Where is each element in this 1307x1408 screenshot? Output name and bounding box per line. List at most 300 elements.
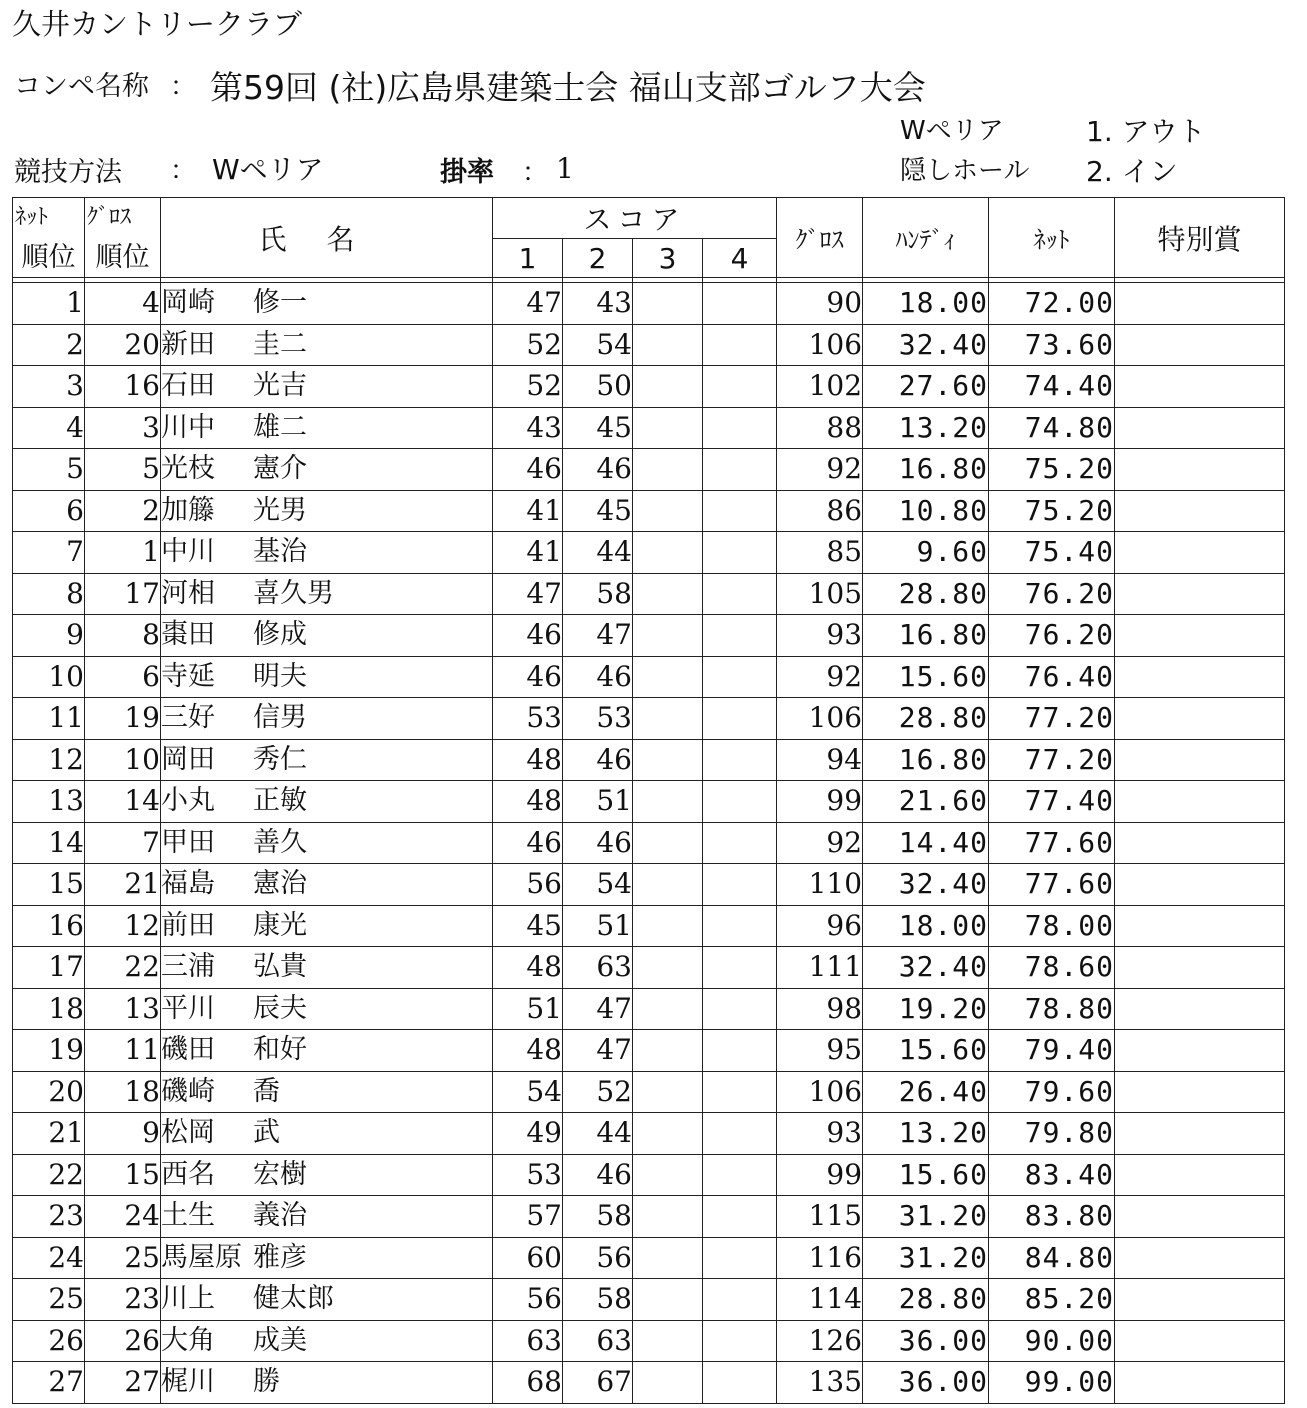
gross-rank-header bbox=[85, 198, 161, 239]
score-2: 58 bbox=[563, 1279, 633, 1321]
table-row bbox=[13, 324, 1285, 366]
score-2: 52 bbox=[563, 1071, 633, 1113]
score-4 bbox=[703, 1196, 777, 1238]
net-rank: 11 bbox=[13, 698, 85, 740]
special-prize bbox=[1115, 1113, 1285, 1155]
score-3 bbox=[633, 988, 703, 1030]
gross-rank: 7 bbox=[85, 822, 161, 864]
score-1: 56 bbox=[493, 1279, 563, 1321]
score-2: 67 bbox=[563, 1362, 633, 1404]
table-row bbox=[13, 366, 1285, 408]
net-score: 77.60 bbox=[989, 864, 1115, 906]
score-2: 47 bbox=[563, 1030, 633, 1072]
score-3 bbox=[633, 1237, 703, 1279]
gross-rank: 15 bbox=[85, 1154, 161, 1196]
score-3 bbox=[633, 1320, 703, 1362]
special-prize bbox=[1115, 988, 1285, 1030]
net-rank: 12 bbox=[13, 739, 85, 781]
score-1: 63 bbox=[493, 1320, 563, 1362]
score-2: 51 bbox=[563, 905, 633, 947]
net-rank: 19 bbox=[13, 1030, 85, 1072]
table-row bbox=[13, 698, 1285, 740]
table-row bbox=[13, 407, 1285, 449]
gross-rank-header-bottom: 順位 bbox=[85, 239, 161, 278]
net-rank: 27 bbox=[13, 1362, 85, 1404]
score-4 bbox=[703, 1320, 777, 1362]
first-name: 正敏 bbox=[253, 785, 307, 817]
first-name: 辰夫 bbox=[253, 992, 307, 1024]
table-row bbox=[13, 1071, 1285, 1113]
rate-colon: ： bbox=[522, 158, 549, 188]
score-3 bbox=[633, 947, 703, 989]
special-prize bbox=[1115, 739, 1285, 781]
player-name bbox=[161, 573, 493, 615]
score-3 bbox=[633, 905, 703, 947]
net-score: 76.20 bbox=[989, 573, 1115, 615]
gross-score: 102 bbox=[777, 366, 863, 408]
score-2: 46 bbox=[563, 739, 633, 781]
rate-value: 1 bbox=[556, 152, 574, 185]
gross-rank: 22 bbox=[85, 947, 161, 989]
method-value: Wペリア bbox=[212, 153, 324, 186]
gross-rank: 4 bbox=[85, 283, 161, 325]
score-4 bbox=[703, 1071, 777, 1113]
score-1: 52 bbox=[493, 366, 563, 408]
special-prize bbox=[1115, 781, 1285, 823]
last-name: 光枝 bbox=[161, 453, 215, 485]
first-name: 修成 bbox=[253, 619, 307, 651]
handicap: 15.60 bbox=[863, 1030, 989, 1072]
score-4 bbox=[703, 698, 777, 740]
score-4 bbox=[703, 283, 777, 325]
net-rank: 20 bbox=[13, 1071, 85, 1113]
special-prize bbox=[1115, 573, 1285, 615]
score-3 bbox=[633, 573, 703, 615]
last-name: 磯田 bbox=[161, 1034, 215, 1066]
last-name: 岡崎 bbox=[161, 287, 215, 319]
net-rank: 2 bbox=[13, 324, 85, 366]
gross-rank: 8 bbox=[85, 615, 161, 657]
score-4 bbox=[703, 1030, 777, 1072]
score-3 bbox=[633, 1279, 703, 1321]
first-name: 喜久男 bbox=[253, 577, 334, 609]
last-name: 中川 bbox=[161, 536, 215, 568]
score-2: 47 bbox=[563, 615, 633, 657]
net-rank: 18 bbox=[13, 988, 85, 1030]
gross-score: 88 bbox=[777, 407, 863, 449]
last-name: 河相 bbox=[161, 577, 215, 609]
wperia-value: 1. アウト bbox=[1086, 115, 1206, 148]
handicap: 28.80 bbox=[863, 1279, 989, 1321]
last-name: 福島 bbox=[161, 868, 215, 900]
net-rank: 23 bbox=[13, 1196, 85, 1238]
handicap: 16.80 bbox=[863, 739, 989, 781]
score-3 bbox=[633, 656, 703, 698]
score-4 bbox=[703, 988, 777, 1030]
net-header: ﾈｯﾄ bbox=[989, 198, 1115, 278]
competition-colon: ： bbox=[170, 72, 197, 102]
handicap: 15.60 bbox=[863, 656, 989, 698]
last-name: 三浦 bbox=[161, 951, 215, 983]
net-rank-header-bottom: 順位 bbox=[13, 239, 85, 278]
handicap: 36.00 bbox=[863, 1320, 989, 1362]
net-rank: 1 bbox=[13, 283, 85, 325]
last-name: 岡田 bbox=[161, 743, 215, 775]
gross-score: 115 bbox=[777, 1196, 863, 1238]
player-name bbox=[161, 324, 493, 366]
score-3 bbox=[633, 366, 703, 408]
gross-score: 94 bbox=[777, 739, 863, 781]
gross-score: 106 bbox=[777, 698, 863, 740]
handicap-header: ﾊﾝﾃﾞｨ bbox=[863, 198, 989, 278]
gross-header: ｸﾞﾛｽ bbox=[777, 198, 863, 278]
competition-label: コンペ名称 bbox=[14, 71, 149, 102]
special-prize bbox=[1115, 1279, 1285, 1321]
last-name: 小丸 bbox=[161, 785, 215, 817]
net-rank: 5 bbox=[13, 449, 85, 491]
score-4 bbox=[703, 1237, 777, 1279]
last-name: 馬屋原 bbox=[161, 1241, 242, 1273]
gross-rank: 20 bbox=[85, 324, 161, 366]
score-4 bbox=[703, 1154, 777, 1196]
gross-score: 90 bbox=[777, 283, 863, 325]
hidden-hole-value: 2. イン bbox=[1086, 155, 1178, 188]
handicap: 14.40 bbox=[863, 822, 989, 864]
player-name bbox=[161, 781, 493, 823]
score-3 bbox=[633, 324, 703, 366]
competition-name: 第59回 (社)広島県建築士会 福山支部ゴルフ大会 bbox=[210, 68, 926, 107]
net-score: 77.20 bbox=[989, 698, 1115, 740]
special-prize bbox=[1115, 324, 1285, 366]
score-2: 53 bbox=[563, 698, 633, 740]
score-3 bbox=[633, 1154, 703, 1196]
score-2: 63 bbox=[563, 1320, 633, 1362]
player-name bbox=[161, 905, 493, 947]
handicap: 9.60 bbox=[863, 532, 989, 574]
score-1: 46 bbox=[493, 822, 563, 864]
special-prize bbox=[1115, 366, 1285, 408]
first-name: 弘貴 bbox=[253, 951, 307, 983]
special-prize bbox=[1115, 449, 1285, 491]
first-name: 善久 bbox=[253, 826, 307, 858]
last-name: 三好 bbox=[161, 702, 215, 734]
last-name: 棗田 bbox=[161, 619, 215, 651]
net-score: 79.40 bbox=[989, 1030, 1115, 1072]
score-1: 49 bbox=[493, 1113, 563, 1155]
score-4 bbox=[703, 1113, 777, 1155]
net-score: 90.00 bbox=[989, 1320, 1115, 1362]
handicap: 26.40 bbox=[863, 1071, 989, 1113]
net-rank: 9 bbox=[13, 615, 85, 657]
gross-score: 99 bbox=[777, 1154, 863, 1196]
net-score: 75.20 bbox=[989, 449, 1115, 491]
score-2: 45 bbox=[563, 407, 633, 449]
score-2: 47 bbox=[563, 988, 633, 1030]
net-rank: 17 bbox=[13, 947, 85, 989]
gross-score: 95 bbox=[777, 1030, 863, 1072]
score-2: 54 bbox=[563, 864, 633, 906]
special-prize bbox=[1115, 1071, 1285, 1113]
table-row bbox=[13, 1362, 1285, 1404]
handicap: 13.20 bbox=[863, 1113, 989, 1155]
handicap: 18.00 bbox=[863, 283, 989, 325]
score-1: 68 bbox=[493, 1362, 563, 1404]
net-score: 75.40 bbox=[989, 532, 1115, 574]
net-rank: 16 bbox=[13, 905, 85, 947]
score-2: 54 bbox=[563, 324, 633, 366]
score-1: 45 bbox=[493, 905, 563, 947]
rate-label: 掛率 bbox=[440, 157, 494, 188]
score-2: 46 bbox=[563, 822, 633, 864]
first-name: 成美 bbox=[253, 1324, 307, 1356]
net-score: 78.80 bbox=[989, 988, 1115, 1030]
handicap: 18.00 bbox=[863, 905, 989, 947]
player-name bbox=[161, 532, 493, 574]
special-prize-header: 特別賞 bbox=[1115, 198, 1285, 278]
gross-rank: 19 bbox=[85, 698, 161, 740]
score-3 bbox=[633, 822, 703, 864]
score-2: 46 bbox=[563, 656, 633, 698]
net-score: 79.80 bbox=[989, 1113, 1115, 1155]
score-1: 41 bbox=[493, 532, 563, 574]
net-score: 83.40 bbox=[989, 1154, 1115, 1196]
score-4 bbox=[703, 407, 777, 449]
first-name: 光吉 bbox=[253, 370, 307, 402]
gross-score: 86 bbox=[777, 490, 863, 532]
net-score: 84.80 bbox=[989, 1237, 1115, 1279]
handicap: 32.40 bbox=[863, 864, 989, 906]
first-name: 基治 bbox=[253, 536, 307, 568]
score-4 bbox=[703, 573, 777, 615]
net-rank: 10 bbox=[13, 656, 85, 698]
last-name: 石田 bbox=[161, 370, 215, 402]
hidden-hole-label: 隠しホール bbox=[900, 156, 1030, 186]
special-prize bbox=[1115, 1237, 1285, 1279]
score-1: 54 bbox=[493, 1071, 563, 1113]
score-col-4-header: 4 bbox=[703, 239, 777, 278]
net-score: 72.00 bbox=[989, 283, 1115, 325]
net-score: 99.00 bbox=[989, 1362, 1115, 1404]
score-4 bbox=[703, 324, 777, 366]
handicap: 31.20 bbox=[863, 1196, 989, 1238]
table-row bbox=[13, 1196, 1285, 1238]
score-4 bbox=[703, 905, 777, 947]
score-1: 48 bbox=[493, 1030, 563, 1072]
score-4 bbox=[703, 781, 777, 823]
first-name: 健太郎 bbox=[253, 1283, 334, 1315]
gross-rank: 9 bbox=[85, 1113, 161, 1155]
score-1: 48 bbox=[493, 781, 563, 823]
first-name: 雄二 bbox=[253, 411, 307, 443]
table-row bbox=[13, 864, 1285, 906]
net-rank-header bbox=[13, 198, 85, 239]
last-name: 甲田 bbox=[161, 826, 215, 858]
first-name: 信男 bbox=[253, 702, 307, 734]
score-1: 47 bbox=[493, 573, 563, 615]
gross-rank: 21 bbox=[85, 864, 161, 906]
handicap: 10.80 bbox=[863, 490, 989, 532]
net-score: 74.80 bbox=[989, 407, 1115, 449]
net-rank: 26 bbox=[13, 1320, 85, 1362]
last-name: 松岡 bbox=[161, 1117, 215, 1149]
gross-rank: 25 bbox=[85, 1237, 161, 1279]
special-prize bbox=[1115, 1362, 1285, 1404]
player-name bbox=[161, 366, 493, 408]
score-4 bbox=[703, 532, 777, 574]
net-score: 77.20 bbox=[989, 739, 1115, 781]
score-2: 44 bbox=[563, 1113, 633, 1155]
gross-rank: 27 bbox=[85, 1362, 161, 1404]
score-4 bbox=[703, 449, 777, 491]
table-row bbox=[13, 283, 1285, 325]
player-name bbox=[161, 739, 493, 781]
gross-score: 106 bbox=[777, 324, 863, 366]
score-4 bbox=[703, 656, 777, 698]
score-3 bbox=[633, 1362, 703, 1404]
score-1: 48 bbox=[493, 739, 563, 781]
handicap: 27.60 bbox=[863, 366, 989, 408]
score-3 bbox=[633, 1071, 703, 1113]
score-4 bbox=[703, 1279, 777, 1321]
handicap: 16.80 bbox=[863, 449, 989, 491]
special-prize bbox=[1115, 822, 1285, 864]
score-3 bbox=[633, 1113, 703, 1155]
score-1: 51 bbox=[493, 988, 563, 1030]
handicap: 36.00 bbox=[863, 1362, 989, 1404]
special-prize bbox=[1115, 947, 1285, 989]
handicap: 21.60 bbox=[863, 781, 989, 823]
handicap: 32.40 bbox=[863, 324, 989, 366]
score-4 bbox=[703, 739, 777, 781]
score-3 bbox=[633, 490, 703, 532]
table-row bbox=[13, 1154, 1285, 1196]
first-name: 圭二 bbox=[253, 328, 307, 360]
score-2: 45 bbox=[563, 490, 633, 532]
player-name bbox=[161, 1196, 493, 1238]
special-prize bbox=[1115, 864, 1285, 906]
last-name: 前田 bbox=[161, 909, 215, 941]
gross-score: 92 bbox=[777, 656, 863, 698]
score-1: 48 bbox=[493, 947, 563, 989]
player-name bbox=[161, 449, 493, 491]
first-name: 勝 bbox=[253, 1366, 280, 1398]
last-name: 平川 bbox=[161, 992, 215, 1024]
first-name: 宏樹 bbox=[253, 1158, 307, 1190]
gross-score: 111 bbox=[777, 947, 863, 989]
gross-rank: 16 bbox=[85, 366, 161, 408]
gross-score: 99 bbox=[777, 781, 863, 823]
gross-score: 105 bbox=[777, 573, 863, 615]
handicap: 28.80 bbox=[863, 698, 989, 740]
player-name bbox=[161, 283, 493, 325]
special-prize bbox=[1115, 698, 1285, 740]
net-rank-header-top: ﾈｯﾄ bbox=[15, 205, 49, 231]
net-score: 73.60 bbox=[989, 324, 1115, 366]
last-name: 寺延 bbox=[161, 660, 215, 692]
player-name bbox=[161, 407, 493, 449]
player-name bbox=[161, 656, 493, 698]
net-score: 85.20 bbox=[989, 1279, 1115, 1321]
net-score: 78.60 bbox=[989, 947, 1115, 989]
score-2: 58 bbox=[563, 573, 633, 615]
score-2: 56 bbox=[563, 1237, 633, 1279]
gross-score: 93 bbox=[777, 615, 863, 657]
handicap: 13.20 bbox=[863, 407, 989, 449]
special-prize bbox=[1115, 1030, 1285, 1072]
handicap: 16.80 bbox=[863, 615, 989, 657]
net-score: 83.80 bbox=[989, 1196, 1115, 1238]
player-name bbox=[161, 864, 493, 906]
special-prize bbox=[1115, 905, 1285, 947]
score-1: 53 bbox=[493, 698, 563, 740]
score-3 bbox=[633, 615, 703, 657]
special-prize bbox=[1115, 1196, 1285, 1238]
net-rank: 6 bbox=[13, 490, 85, 532]
last-name: 加籐 bbox=[161, 494, 215, 526]
first-name: 憲介 bbox=[253, 453, 307, 485]
last-name: 川上 bbox=[161, 1283, 215, 1315]
gross-rank: 10 bbox=[85, 739, 161, 781]
score-4 bbox=[703, 947, 777, 989]
gross-rank-header-top: ｸﾞﾛｽ bbox=[87, 205, 132, 231]
score-2: 63 bbox=[563, 947, 633, 989]
score-1: 46 bbox=[493, 449, 563, 491]
gross-rank: 17 bbox=[85, 573, 161, 615]
score-3 bbox=[633, 698, 703, 740]
net-rank: 3 bbox=[13, 366, 85, 408]
net-rank: 7 bbox=[13, 532, 85, 574]
club-name: 久井カントリークラブ bbox=[12, 7, 303, 41]
score-4 bbox=[703, 366, 777, 408]
special-prize bbox=[1115, 283, 1285, 325]
player-name bbox=[161, 1113, 493, 1155]
net-score: 77.40 bbox=[989, 781, 1115, 823]
last-name: 新田 bbox=[161, 328, 215, 360]
score-2: 44 bbox=[563, 532, 633, 574]
gross-score: 106 bbox=[777, 1071, 863, 1113]
score-4 bbox=[703, 490, 777, 532]
method-colon: ： bbox=[170, 156, 197, 186]
table-row bbox=[13, 615, 1285, 657]
table-row bbox=[13, 656, 1285, 698]
score-3 bbox=[633, 1196, 703, 1238]
net-rank: 25 bbox=[13, 1279, 85, 1321]
score-3 bbox=[633, 781, 703, 823]
net-score: 78.00 bbox=[989, 905, 1115, 947]
last-name: 磯崎 bbox=[161, 1075, 215, 1107]
gross-score: 98 bbox=[777, 988, 863, 1030]
first-name: 秀仁 bbox=[253, 743, 307, 775]
table-row bbox=[13, 781, 1285, 823]
table-row bbox=[13, 449, 1285, 491]
first-name: 光男 bbox=[253, 494, 307, 526]
score-col-1-header: 1 bbox=[493, 239, 563, 278]
special-prize bbox=[1115, 532, 1285, 574]
first-name: 雅彦 bbox=[253, 1241, 307, 1273]
player-name bbox=[161, 822, 493, 864]
score-1: 53 bbox=[493, 1154, 563, 1196]
player-name bbox=[161, 947, 493, 989]
score-col-3-header: 3 bbox=[633, 239, 703, 278]
score-4 bbox=[703, 615, 777, 657]
score-2: 50 bbox=[563, 366, 633, 408]
score-1: 60 bbox=[493, 1237, 563, 1279]
handicap: 32.40 bbox=[863, 947, 989, 989]
first-name: 喬 bbox=[253, 1075, 280, 1107]
gross-score: 93 bbox=[777, 1113, 863, 1155]
table-row bbox=[13, 573, 1285, 615]
score-3 bbox=[633, 739, 703, 781]
